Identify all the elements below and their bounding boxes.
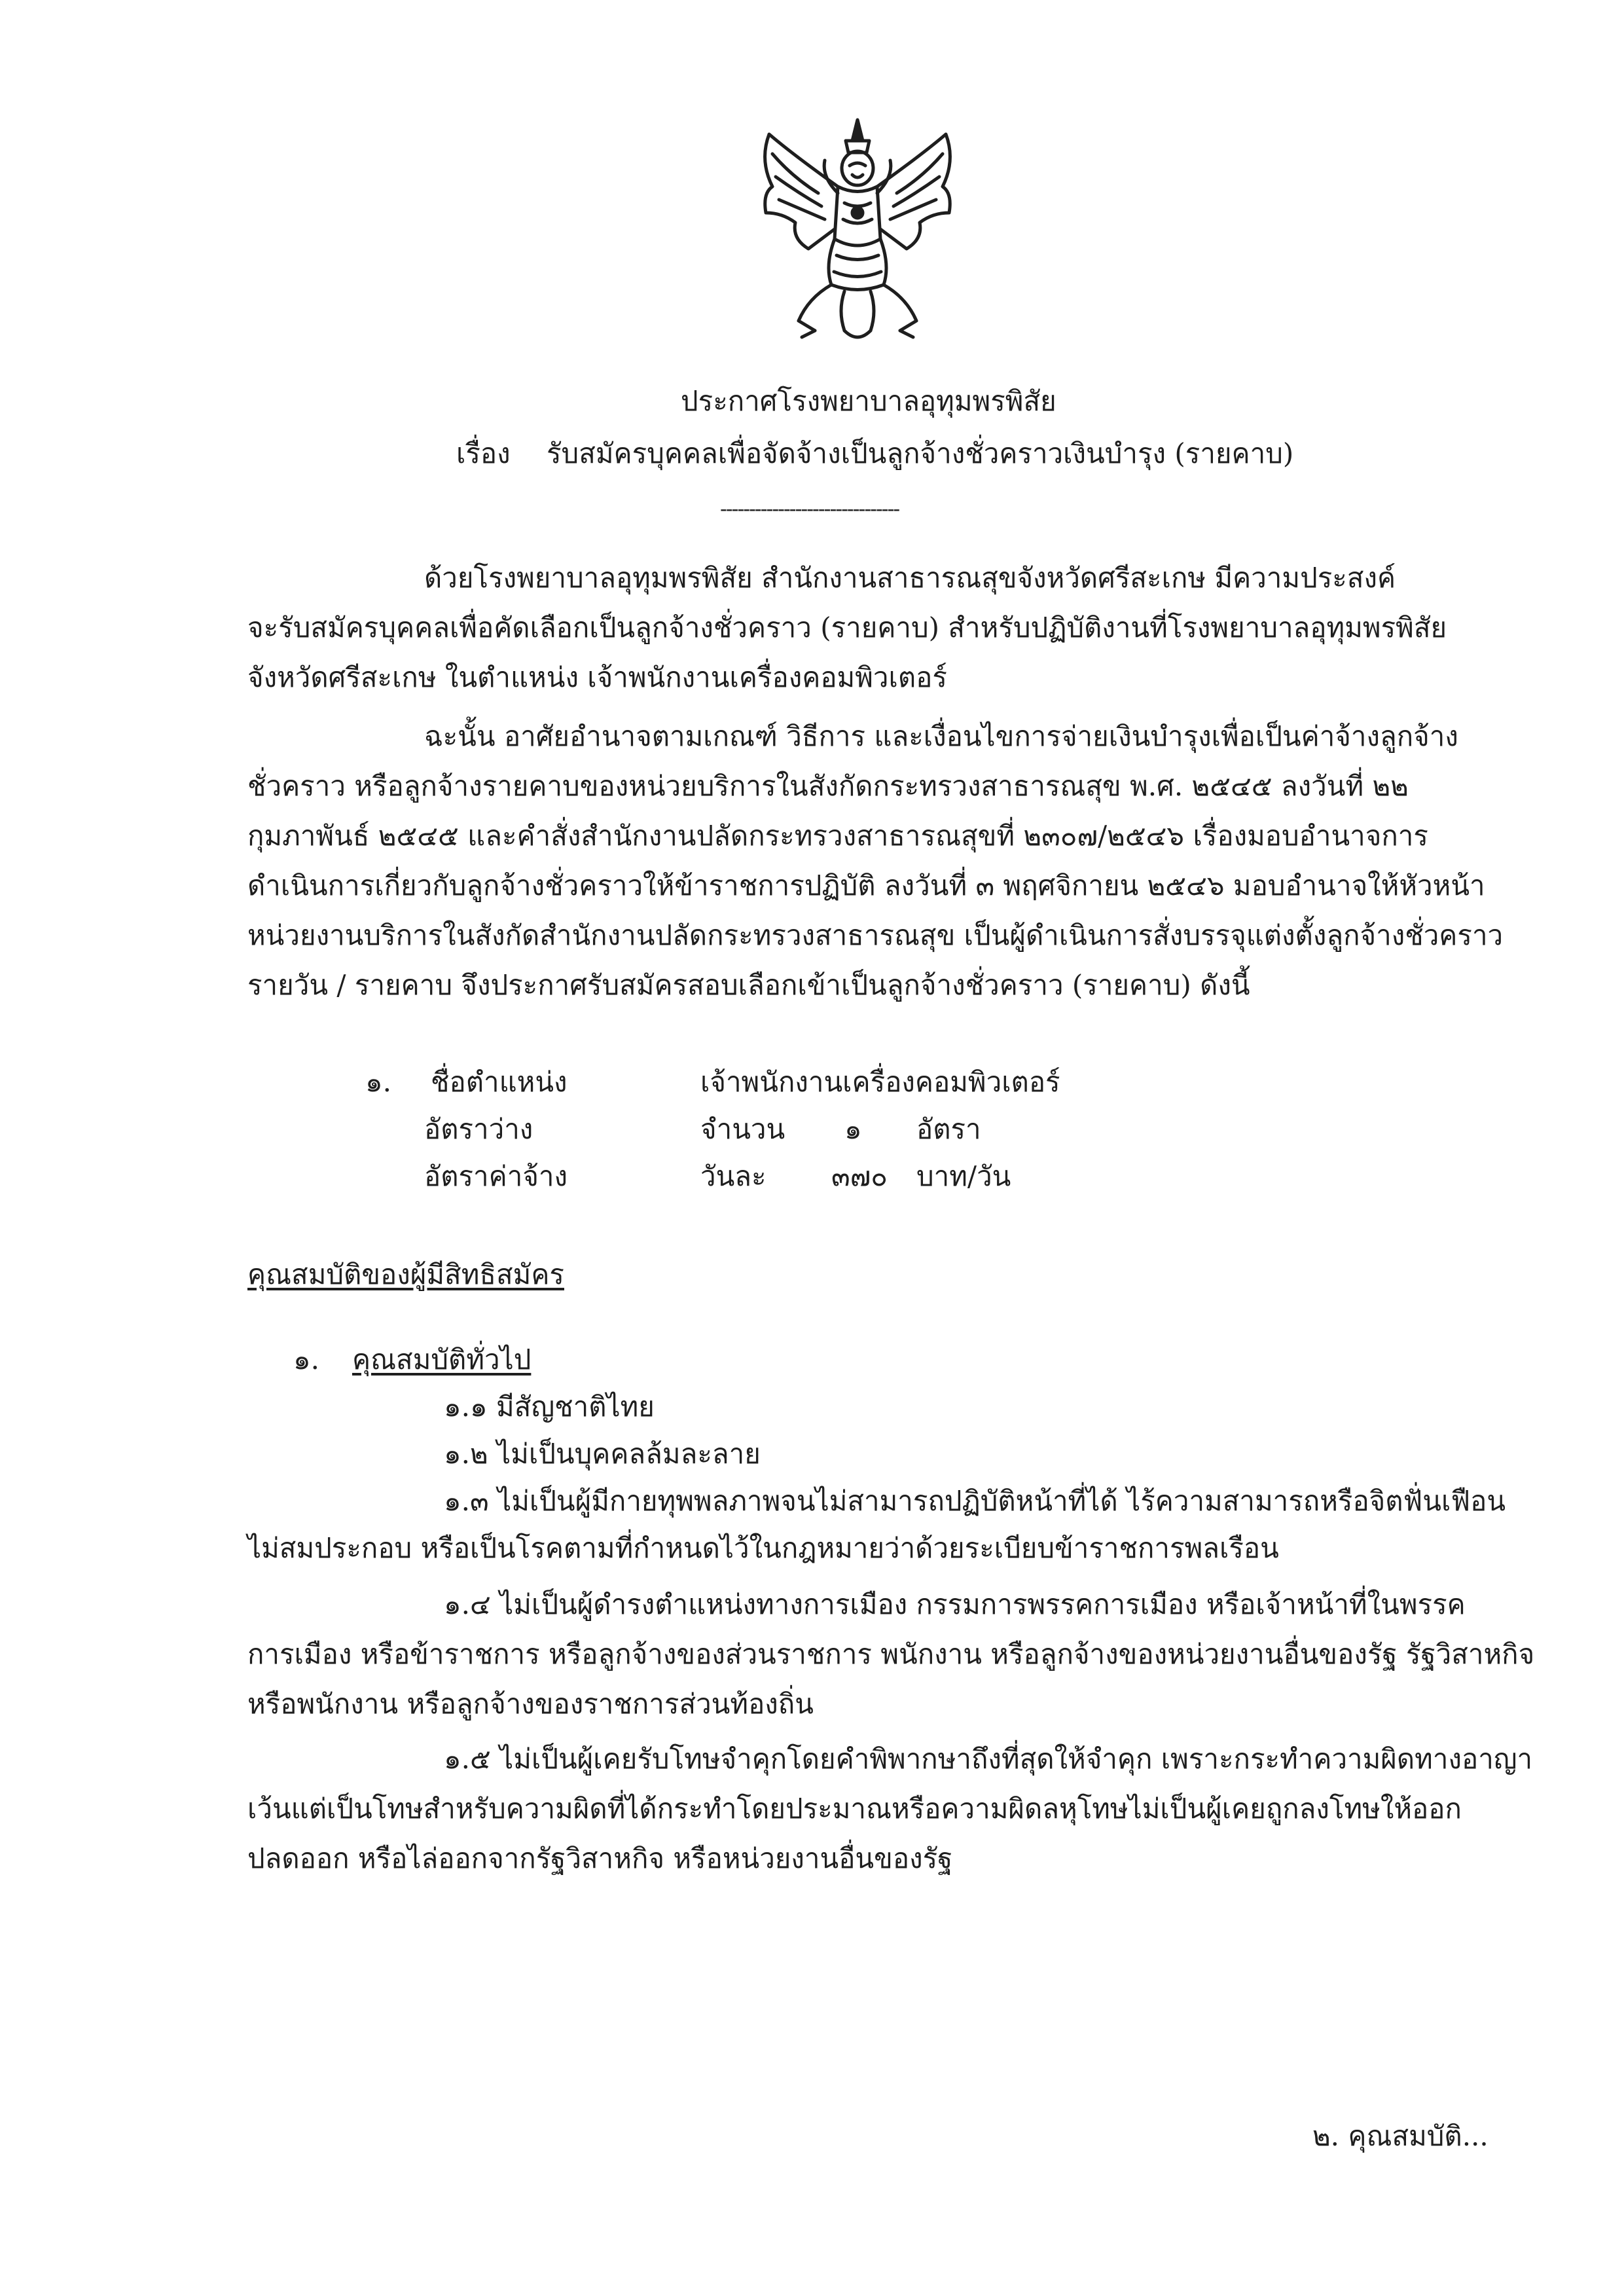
item-1-1: ๑.๑ มีสัญชาติไทย <box>444 1391 655 1423</box>
subject-label: เรื่อง <box>456 437 511 469</box>
authority-line-3: กุมภาพันธ์ ๒๕๔๕ และคำสั่งสำนักงานปลัดกระทรวงสาธารณสุขที่ ๒๓๐๗/๒๕๔๖ เรื่องมอบอำนาจการ <box>247 820 1428 852</box>
general-number: ๑. <box>293 1343 320 1376</box>
wage-amount: ๓๗๐ <box>831 1160 888 1192</box>
item-1-4-line-3: หรือพนักงาน หรือลูกจ้างของราชการส่วนท้องถิ่น <box>247 1688 814 1720</box>
item-1-5-line-2: เว้นแต่เป็นโทษสำหรับความผิดที่ได้กระทำโดยประมาณหรือความผิดลหุโทษไม่เป็นผู้เคยถูกลงโทษให้ออก <box>247 1793 1462 1825</box>
position-name-label: ชื่อตำแหน่ง <box>431 1066 568 1098</box>
intro-line-2: จะรับสมัครบุคคลเพื่อคัดเลือกเป็นลูกจ้างชั่วคราว (รายคาบ) สำหรับปฏิบัติงานที่โรงพยาบาลอุทุมพรพิสัย <box>247 611 1447 644</box>
vacancy-unit: อัตรา <box>916 1113 981 1145</box>
wage-label: อัตราค่าจ้าง <box>424 1160 568 1192</box>
vacancy-count: ๑ <box>844 1113 862 1145</box>
intro-line-3: จังหวัดศรีสะเกษ ในตำแหน่ง เจ้าพนักงานเครื่องคอมพิวเตอร์ <box>247 661 947 693</box>
authority-line-4: ดำเนินการเกี่ยวกับลูกจ้างชั่วคราวให้ข้าราชการปฏิบัติ ลงวันที่ ๓ พฤศจิกายน ๒๕๔๖ มอบอำนาจให้หัวหน้า <box>247 869 1485 902</box>
subject-text: รับสมัครบุคคลเพื่อจัดจ้างเป็นลูกจ้างชั่วคราวเงินบำรุง (รายคาบ) <box>547 437 1294 469</box>
item-1-3-line-2: ไม่สมประกอบ หรือเป็นโรคตามที่กำหนดไว้ในกฎหมายว่าด้วยระเบียบข้าราชการพลเรือน <box>247 1532 1279 1564</box>
item-1-4-line-1: ๑.๔ ไม่เป็นผู้ดำรงตำแหน่งทางการเมือง กรรมการพรรคการเมือง หรือเจ้าหน้าที่ในพรรค <box>444 1588 1466 1620</box>
wage-word: วันละ <box>700 1160 767 1192</box>
authority-line-6: รายวัน / รายคาบ จึงประกาศรับสมัครสอบเลือกเข้าเป็นลูกจ้างชั่วคราว (รายคาบ) ดังนี้ <box>247 969 1250 1001</box>
intro-line-1: ด้วยโรงพยาบาลอุทุมพรพิสัย สำนักงานสาธารณสุขจังหวัดศรีสะเกษ มีความประสงค์ <box>424 562 1396 594</box>
authority-line-1: ฉะนั้น อาศัยอำนาจตามเกณฑ์ วิธีการ และเงื่อนไขการจ่ายเงินบำรุงเพื่อเป็นค่าจ้างลูกจ้าง <box>424 720 1458 752</box>
item-1-5-line-1: ๑.๕ ไม่เป็นผู้เคยรับโทษจำคุกโดยคำพิพากษาถึงที่สุดให้จำคุก เพราะกระทำความผิดทางอาญา <box>444 1743 1533 1775</box>
announcement-title: ประกาศโรงพยาบาลอุทุมพรพิสัย <box>681 385 1056 417</box>
vacancy-word: จำนวน <box>700 1113 785 1145</box>
position-name-value: เจ้าพนักงานเครื่องคอมพิวเตอร์ <box>700 1066 1060 1098</box>
item-1-5-line-3: ปลดออก หรือไล่ออกจากรัฐวิสาหกิจ หรือหน่วยงานอื่นของรัฐ <box>247 1842 953 1874</box>
item-1-4-line-2: การเมือง หรือข้าราชการ หรือลูกจ้างของส่วนราชการ พนักงาน หรือลูกจ้างของหน่วยงานอื่นของรัฐ รัฐวิสาหกิจ <box>247 1638 1535 1670</box>
position-number: ๑. <box>365 1066 392 1098</box>
title-divider: ------------------------------- <box>720 496 899 521</box>
garuda-emblem-icon <box>746 115 969 347</box>
general-heading: คุณสมบัติทั่วไป <box>352 1343 532 1376</box>
item-1-3-line-1: ๑.๓ ไม่เป็นผู้มีกายทุพพลภาพจนไม่สามารถปฏิบัติหน้าที่ได้ ไร้ความสามารถหรือจิตฟั่นเฟือน <box>444 1485 1506 1517</box>
wage-unit: บาท/วัน <box>916 1160 1011 1192</box>
item-1-2: ๑.๒ ไม่เป็นบุคคลล้มละลาย <box>444 1438 761 1470</box>
continuation-note: ๒. คุณสมบัติ... <box>1312 2120 1489 2152</box>
vacancy-label: อัตราว่าง <box>424 1113 533 1145</box>
authority-line-2: ชั่วคราว หรือลูกจ้างรายคาบของหน่วยบริการในสังกัดกระทรวงสาธารณสุข พ.ศ. ๒๕๔๕ ลงวันที่ ๒๒ <box>247 770 1409 802</box>
qualifications-heading: คุณสมบัติของผู้มีสิทธิสมัคร <box>247 1258 564 1290</box>
authority-line-5: หน่วยงานบริการในสังกัดสำนักงานปลัดกระทรวงสาธารณสุข เป็นผู้ดำเนินการสั่งบรรจุแต่งตั้งลูกจ้างชั่วคราว <box>247 919 1504 951</box>
